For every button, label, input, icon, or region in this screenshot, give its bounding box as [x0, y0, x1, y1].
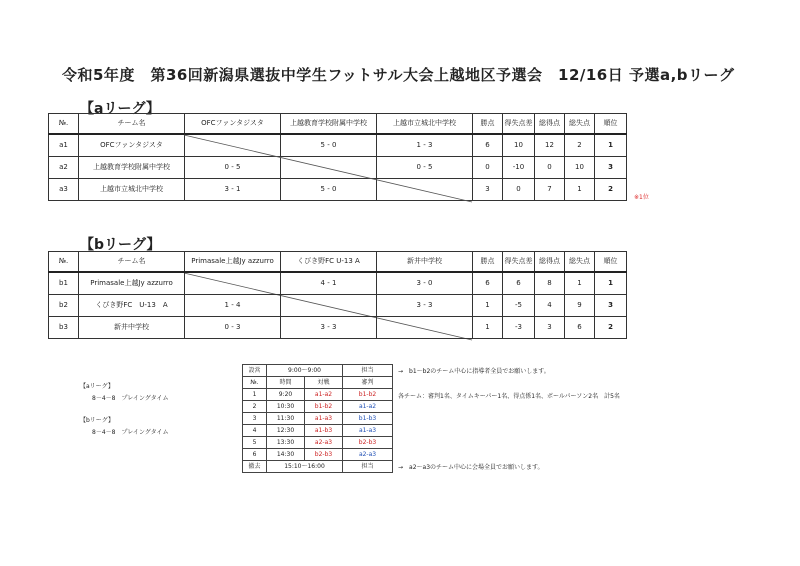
- referee-pair: b1-b3: [343, 413, 393, 425]
- goal-diff-cell: 6: [503, 272, 535, 295]
- points-cell: 6: [473, 272, 503, 295]
- header-opp3: 上越市立城北中学校: [377, 114, 473, 135]
- match-cell: 5 - 0: [281, 179, 377, 201]
- header-no: №.: [243, 377, 267, 389]
- row-no: b2: [49, 295, 79, 317]
- header-goals-against: 総失点: [565, 252, 595, 273]
- goals-for-cell: 0: [535, 157, 565, 179]
- schedule-row: [243, 413, 393, 425]
- match-no: 5: [243, 437, 267, 449]
- row-no: a1: [49, 134, 79, 157]
- rank-cell: 3: [595, 295, 627, 317]
- schedule-row: [243, 425, 393, 437]
- goals-against-cell: 9: [565, 295, 595, 317]
- header-rank: 順位: [595, 114, 627, 135]
- match-no: 4: [243, 425, 267, 437]
- goal-diff-cell: -5: [503, 295, 535, 317]
- match-pair: a2-a3: [305, 437, 343, 449]
- match-cell: 1 - 4: [185, 295, 281, 317]
- row-team: くびき野FC U-13 A: [79, 295, 185, 317]
- row-team: 上越市立城北中学校: [79, 179, 185, 201]
- schedule-row: [243, 449, 393, 461]
- goals-against-cell: 6: [565, 317, 595, 339]
- match-pair: b2-b3: [305, 449, 343, 461]
- points-cell: 1: [473, 317, 503, 339]
- header-goals-against: 総失点: [565, 114, 595, 135]
- header-points: 勝点: [473, 114, 503, 135]
- rank-cell: 2: [595, 317, 627, 339]
- first-place-note: ※1位: [634, 194, 649, 201]
- match-cell: 0 - 5: [185, 157, 281, 179]
- teardown-label: 撤去: [243, 461, 267, 473]
- schedule-table: [242, 364, 393, 473]
- side-b-text: 8－4－8 プレイングタイム: [92, 429, 169, 436]
- goal-diff-cell: 0: [503, 179, 535, 201]
- league-b-header-row: [49, 252, 627, 273]
- header-no: №.: [49, 252, 79, 273]
- table-row: [49, 317, 627, 339]
- match-cell: [185, 272, 281, 295]
- side-b-label: 【bリーグ】: [80, 417, 114, 424]
- header-opp1: Primasale上越Jy azzurro: [185, 252, 281, 273]
- teardown-row: [243, 461, 393, 473]
- referee-pair: b2-b3: [343, 437, 393, 449]
- match-no: 6: [243, 449, 267, 461]
- schedule-row: [243, 437, 393, 449]
- rank-cell: 2: [595, 179, 627, 201]
- goals-for-cell: 12: [535, 134, 565, 157]
- side-a-label: 【aリーグ】: [80, 383, 114, 390]
- setup-note: → b1～b2のチーム中心に指導者全員でお願いします。: [398, 368, 550, 375]
- row-no: a3: [49, 179, 79, 201]
- points-cell: 0: [473, 157, 503, 179]
- teardown-time: 15:10～16:00: [267, 461, 343, 473]
- schedule-row: [243, 389, 393, 401]
- staff-note: 各チーム：審判1名、タイムキーパー1名、得点係1名、ボールパーソン2名 計5名: [398, 393, 620, 400]
- match-cell: [377, 317, 473, 339]
- teardown-note: → a2～a3のチーム中心に会場全員でお願いします。: [398, 464, 544, 471]
- goals-for-cell: 4: [535, 295, 565, 317]
- referee-pair: a2-a3: [343, 449, 393, 461]
- row-team: OFCファンタジスタ: [79, 134, 185, 157]
- match-cell: 3 - 3: [281, 317, 377, 339]
- goals-against-cell: 10: [565, 157, 595, 179]
- header-opp1: OFCファンタジスタ: [185, 114, 281, 135]
- match-time: 13:30: [267, 437, 305, 449]
- rank-cell: 1: [595, 134, 627, 157]
- goals-for-cell: 7: [535, 179, 565, 201]
- match-time: 9:20: [267, 389, 305, 401]
- header-match: 対戦: [305, 377, 343, 389]
- goals-against-cell: 1: [565, 179, 595, 201]
- setup-time: 9:00～9:00: [267, 365, 343, 377]
- goal-diff-cell: 10: [503, 134, 535, 157]
- header-team: チーム名: [79, 252, 185, 273]
- referee-pair: b1-b2: [343, 389, 393, 401]
- match-no: 3: [243, 413, 267, 425]
- header-goals-for: 総得点: [535, 114, 565, 135]
- match-pair: a1-b3: [305, 425, 343, 437]
- match-pair: a1-a2: [305, 389, 343, 401]
- header-rank: 順位: [595, 252, 627, 273]
- match-pair: b1-b2: [305, 401, 343, 413]
- header-goals-for: 総得点: [535, 252, 565, 273]
- row-team: Primasale上越Jy azzurro: [79, 272, 185, 295]
- header-team: チーム名: [79, 114, 185, 135]
- rank-cell: 3: [595, 157, 627, 179]
- schedule-header-row: [243, 377, 393, 389]
- points-cell: 1: [473, 295, 503, 317]
- match-cell: 5 - 0: [281, 134, 377, 157]
- header-referee: 審判: [343, 377, 393, 389]
- match-cell: 0 - 3: [185, 317, 281, 339]
- header-time: 時間: [267, 377, 305, 389]
- header-no: №.: [49, 114, 79, 135]
- match-cell: 3 - 0: [377, 272, 473, 295]
- schedule-row: [243, 401, 393, 413]
- match-cell: [281, 295, 377, 317]
- rank-cell: 1: [595, 272, 627, 295]
- setup-row: [243, 365, 393, 377]
- goals-for-cell: 3: [535, 317, 565, 339]
- header-opp2: 上越教育学校附属中学校: [281, 114, 377, 135]
- row-no: b3: [49, 317, 79, 339]
- row-no: a2: [49, 157, 79, 179]
- header-opp2: くびき野FC U-13 A: [281, 252, 377, 273]
- match-time: 12:30: [267, 425, 305, 437]
- goals-against-cell: 2: [565, 134, 595, 157]
- match-no: 2: [243, 401, 267, 413]
- goals-for-cell: 8: [535, 272, 565, 295]
- header-goal-diff: 得失点差: [503, 114, 535, 135]
- match-no: 1: [243, 389, 267, 401]
- header-opp3: 新井中学校: [377, 252, 473, 273]
- side-a-text: 8－4－8 プレイングタイム: [92, 395, 169, 402]
- match-time: 10:30: [267, 401, 305, 413]
- points-cell: 3: [473, 179, 503, 201]
- league-b-label: 【bリーグ】: [80, 237, 161, 253]
- points-cell: 6: [473, 134, 503, 157]
- match-cell: 3 - 1: [185, 179, 281, 201]
- row-team: 上越教育学校附属中学校: [79, 157, 185, 179]
- match-cell: 0 - 5: [377, 157, 473, 179]
- page-title: 令和5年度 第36回新潟県選抜中学生フットサル大会上越地区予選会 12/16日 予選a,bリーグ: [62, 66, 735, 84]
- goals-against-cell: 1: [565, 272, 595, 295]
- match-cell: 3 - 3: [377, 295, 473, 317]
- match-pair: a1-a3: [305, 413, 343, 425]
- setup-label: 設営: [243, 365, 267, 377]
- table-row: [49, 295, 627, 317]
- referee-pair: a1-a3: [343, 425, 393, 437]
- goal-diff-cell: -3: [503, 317, 535, 339]
- teardown-duty: 担当: [343, 461, 393, 473]
- goal-diff-cell: -10: [503, 157, 535, 179]
- referee-pair: a1-a2: [343, 401, 393, 413]
- row-no: b1: [49, 272, 79, 295]
- setup-duty: 担当: [343, 365, 393, 377]
- diagonal-line: [184, 135, 472, 202]
- match-time: 14:30: [267, 449, 305, 461]
- match-time: 11:30: [267, 413, 305, 425]
- header-points: 勝点: [473, 252, 503, 273]
- row-team: 新井中学校: [79, 317, 185, 339]
- table-row: [49, 272, 627, 295]
- match-cell: 4 - 1: [281, 272, 377, 295]
- league-b-table: [48, 251, 627, 339]
- header-goal-diff: 得失点差: [503, 252, 535, 273]
- match-cell: 1 - 3: [377, 134, 473, 157]
- league-a-label: 【aリーグ】: [80, 101, 160, 117]
